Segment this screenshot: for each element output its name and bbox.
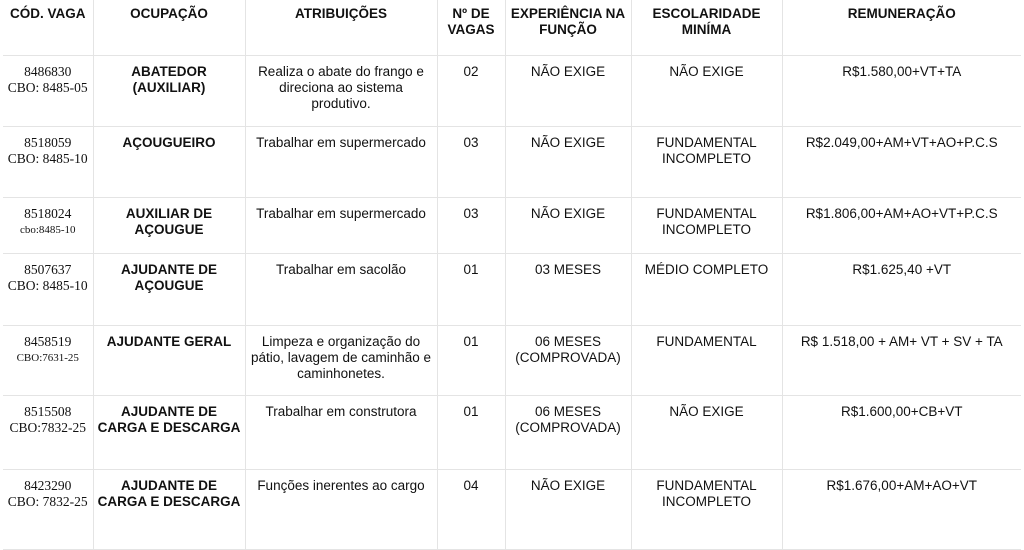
cell-remuneracao: R$1.580,00+VT+TA <box>782 55 1021 126</box>
cell-remuneracao: R$1.600,00+CB+VT <box>782 395 1021 469</box>
cbo-code: CBO: 8485-10 <box>7 150 88 166</box>
header-cod-vaga: CÓD. VAGA <box>3 0 93 55</box>
cell-remuneracao: R$1.625,40 +VT <box>782 253 1021 325</box>
cell-num-vagas: 03 <box>437 197 505 253</box>
job-openings-table <box>3 0 1021 550</box>
cell-experiencia: NÃO EXIGE <box>505 197 631 253</box>
cbo-code: CBO: 8485-10 <box>7 277 88 293</box>
table-row <box>3 469 1021 549</box>
vaga-code: 8518059 <box>24 134 72 150</box>
cell-experiencia: NÃO EXIGE <box>505 126 631 197</box>
cell-atribuicoes: Realiza o abate do frango e direciona ao sistema produtivo. <box>245 55 437 126</box>
vaga-code: 8458519 <box>24 333 72 349</box>
cbo-code: CBO:7631-25 <box>16 351 79 364</box>
header-experiencia: EXPERIÊNCIA NA FUNÇÃO <box>505 0 631 55</box>
cell-cod-vaga <box>3 469 93 549</box>
cell-experiencia: 06 MESES (COMPROVADA) <box>505 325 631 395</box>
cell-atribuicoes: Trabalhar em supermercado <box>245 197 437 253</box>
cbo-code: CBO: 7832-25 <box>7 493 88 509</box>
table-row <box>3 126 1021 197</box>
cell-num-vagas: 02 <box>437 55 505 126</box>
table-row <box>3 55 1021 126</box>
vaga-code: 8423290 <box>24 477 72 493</box>
cbo-code: CBO:7832-25 <box>9 419 86 435</box>
cell-atribuicoes: Trabalhar em supermercado <box>245 126 437 197</box>
cell-atribuicoes: Trabalhar em sacolão <box>245 253 437 325</box>
cell-escolaridade: FUNDAMENTAL INCOMPLETO <box>631 197 782 253</box>
table-row <box>3 325 1021 395</box>
cell-experiencia: NÃO EXIGE <box>505 469 631 549</box>
header-row <box>3 0 1021 55</box>
cell-escolaridade: FUNDAMENTAL INCOMPLETO <box>631 469 782 549</box>
cell-num-vagas: 01 <box>437 325 505 395</box>
cell-ocupacao: AJUDANTE GERAL <box>93 325 245 395</box>
cell-escolaridade: FUNDAMENTAL INCOMPLETO <box>631 126 782 197</box>
header-atribuicoes: ATRIBUIÇÕES <box>245 0 437 55</box>
cell-experiencia: NÃO EXIGE <box>505 55 631 126</box>
cell-cod-vaga <box>3 197 93 253</box>
cell-cod-vaga <box>3 395 93 469</box>
cell-remuneracao: R$2.049,00+AM+VT+AO+P.C.S <box>782 126 1021 197</box>
cell-cod-vaga <box>3 55 93 126</box>
table-row <box>3 197 1021 253</box>
header-num-vagas: Nº DE VAGAS <box>437 0 505 55</box>
vaga-code: 8486830 <box>24 63 72 79</box>
table-row <box>3 253 1021 325</box>
vaga-code: 8518024 <box>24 205 72 221</box>
header-escolaridade: ESCOLARIDADE MINÍMA <box>631 0 782 55</box>
cell-num-vagas: 03 <box>437 126 505 197</box>
cell-remuneracao: R$1.806,00+AM+AO+VT+P.C.S <box>782 197 1021 253</box>
cell-escolaridade: FUNDAMENTAL <box>631 325 782 395</box>
cell-escolaridade: NÃO EXIGE <box>631 395 782 469</box>
cell-escolaridade: NÃO EXIGE <box>631 55 782 126</box>
cbo-code: cbo:8485-10 <box>19 223 76 236</box>
cell-atribuicoes: Funções inerentes ao cargo <box>245 469 437 549</box>
table-row <box>3 395 1021 469</box>
header-ocupacao: OCUPAÇÃO <box>93 0 245 55</box>
cell-cod-vaga <box>3 325 93 395</box>
cell-atribuicoes: Limpeza e organização do pátio, lavagem de caminhão e caminhonetes. <box>245 325 437 395</box>
cell-ocupacao: ABATEDOR (AUXILIAR) <box>93 55 245 126</box>
cell-cod-vaga <box>3 126 93 197</box>
cell-ocupacao: AÇOUGUEIRO <box>93 126 245 197</box>
vaga-code: 8515508 <box>24 403 72 419</box>
cell-ocupacao: AJUDANTE DE AÇOUGUE <box>93 253 245 325</box>
vaga-code: 8507637 <box>24 261 72 277</box>
cell-ocupacao: AJUDANTE DE CARGA E DESCARGA <box>93 469 245 549</box>
cell-ocupacao: AUXILIAR DE AÇOUGUE <box>93 197 245 253</box>
cell-experiencia: 06 MESES (COMPROVADA) <box>505 395 631 469</box>
header-remuneracao: REMUNERAÇÃO <box>782 0 1021 55</box>
cell-atribuicoes: Trabalhar em construtora <box>245 395 437 469</box>
cell-experiencia: 03 MESES <box>505 253 631 325</box>
cell-num-vagas: 01 <box>437 395 505 469</box>
cell-num-vagas: 01 <box>437 253 505 325</box>
cell-num-vagas: 04 <box>437 469 505 549</box>
cell-ocupacao: AJUDANTE DE CARGA E DESCARGA <box>93 395 245 469</box>
cell-cod-vaga <box>3 253 93 325</box>
cbo-code: CBO: 8485-05 <box>7 79 88 95</box>
cell-remuneracao: R$ 1.518,00 + AM+ VT + SV + TA <box>782 325 1021 395</box>
cell-escolaridade: MÉDIO COMPLETO <box>631 253 782 325</box>
cell-remuneracao: R$1.676,00+AM+AO+VT <box>782 469 1021 549</box>
